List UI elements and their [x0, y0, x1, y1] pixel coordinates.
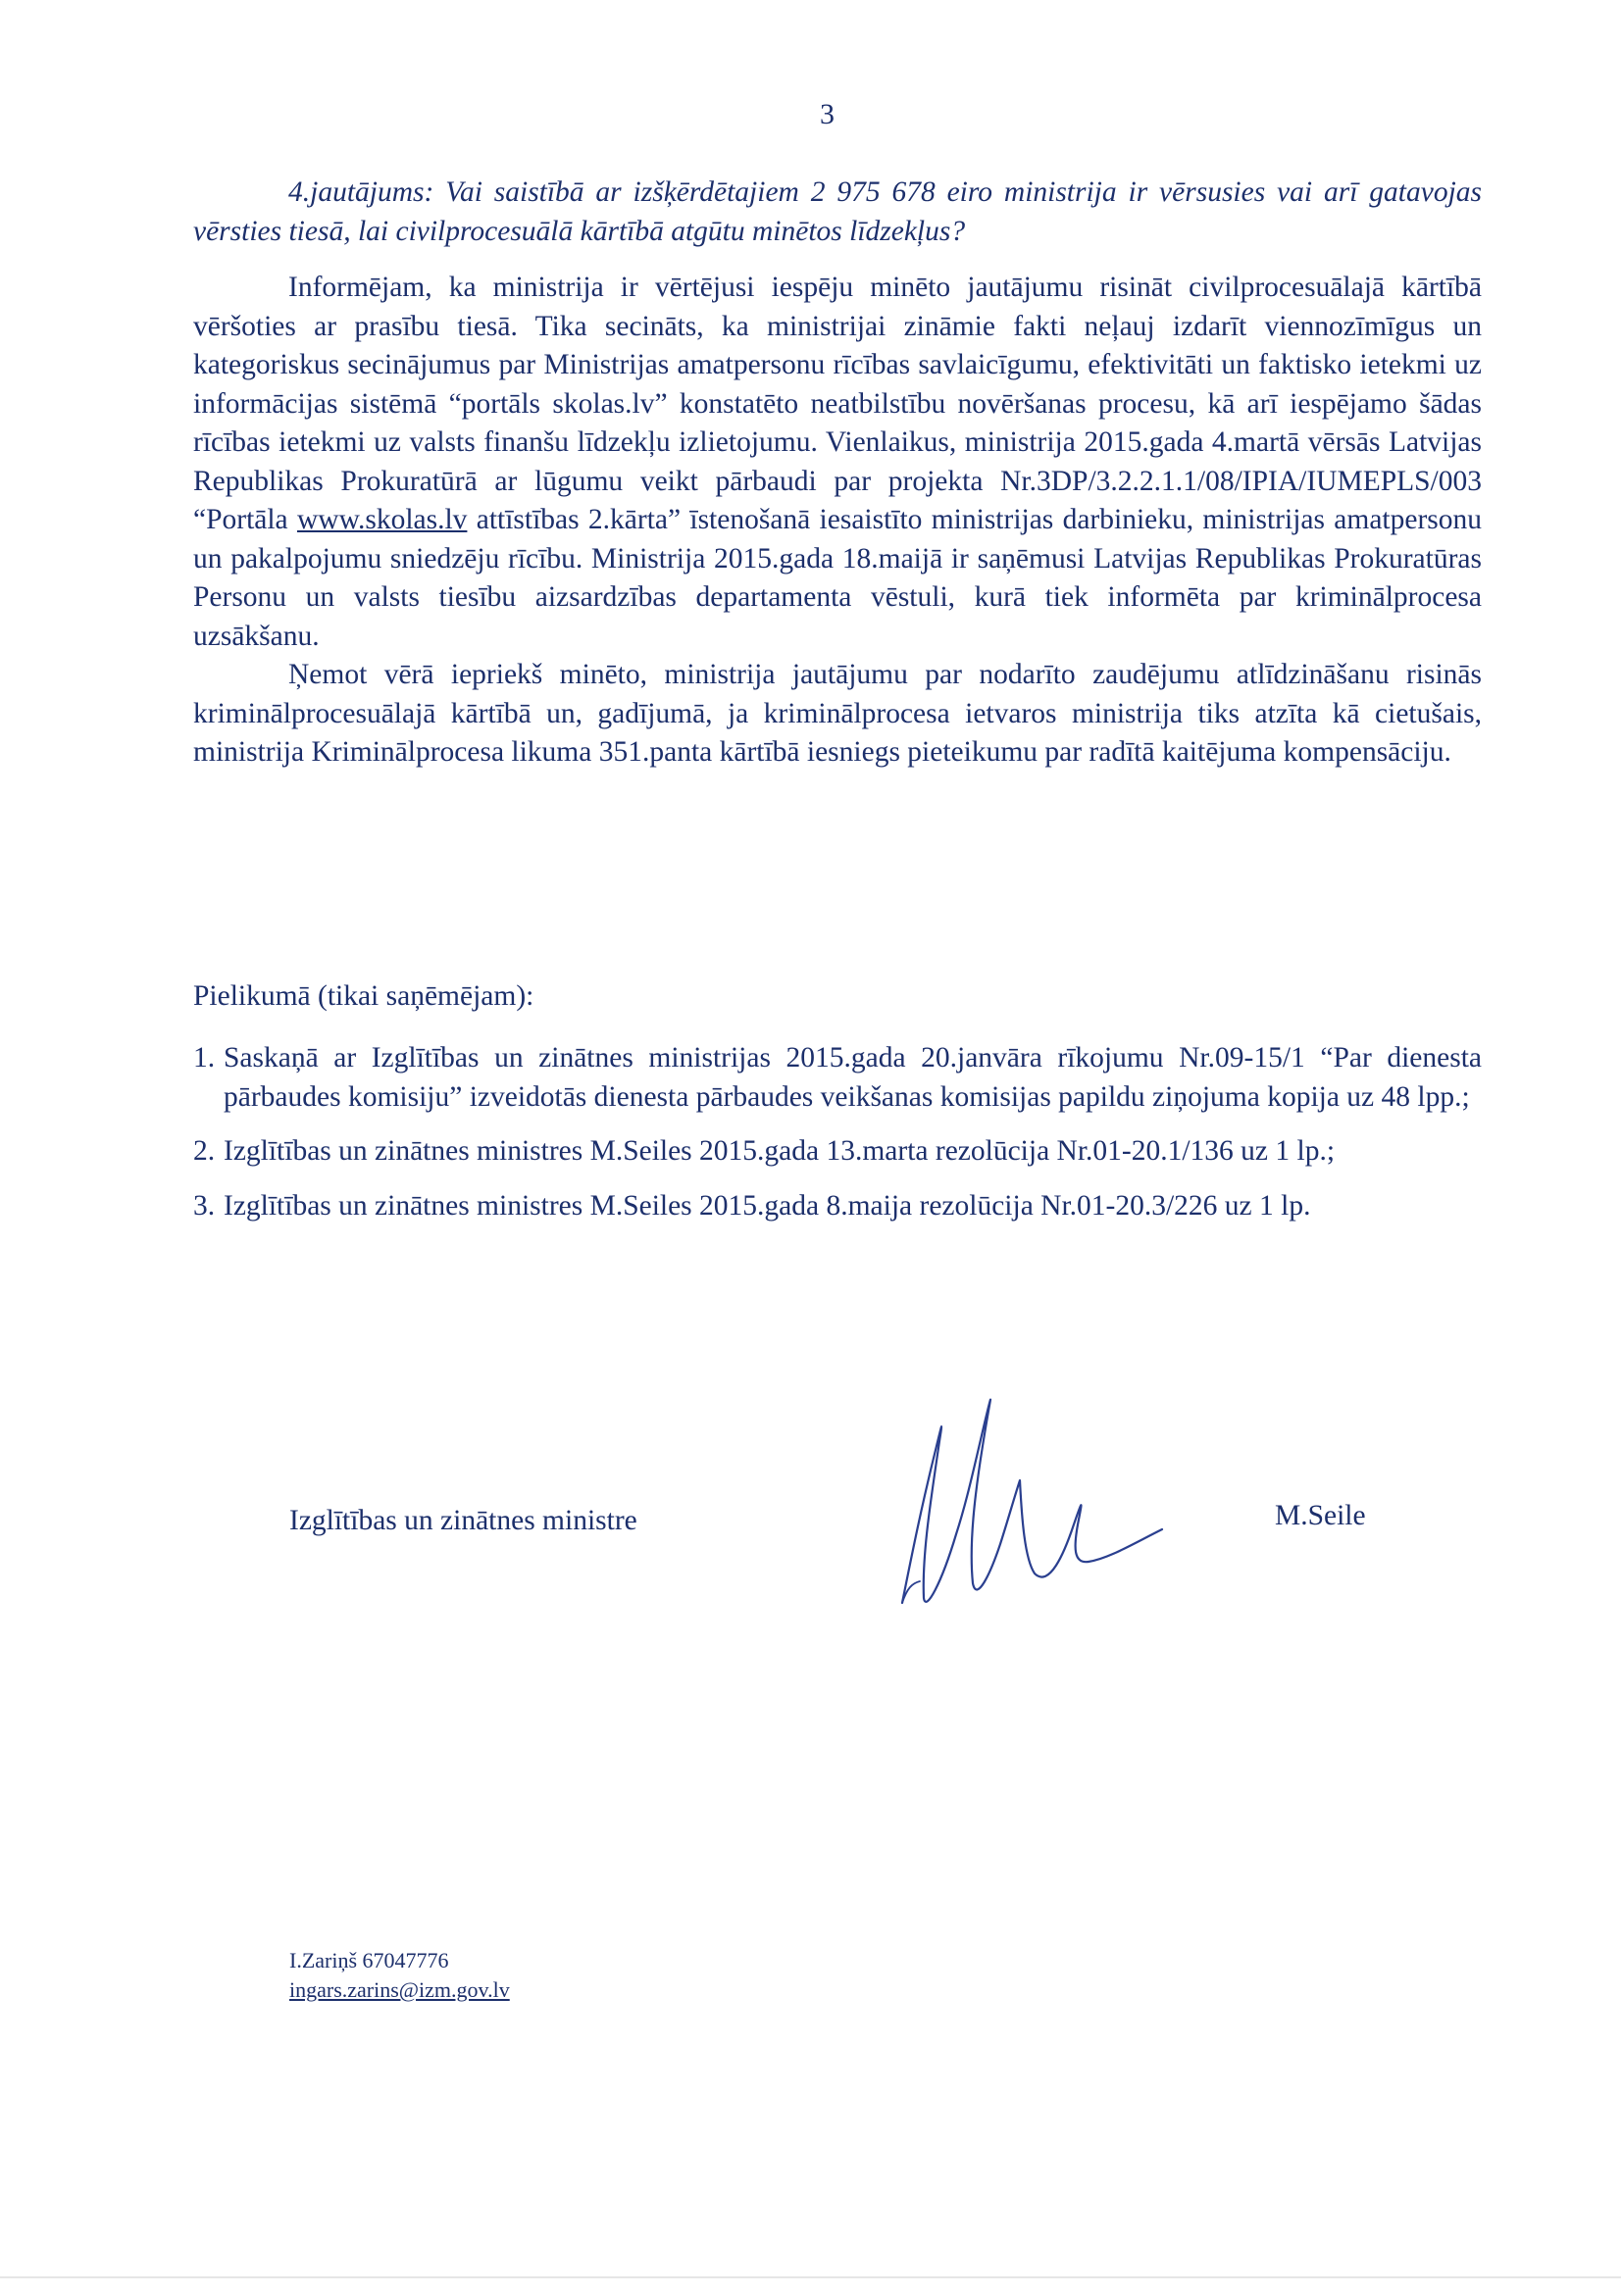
page-number: 3 [820, 98, 835, 130]
attachment-text: Izglītības un zinātnes ministres M.Seiles 2015.gada 8.maija rezolūcija Nr.01-20.3/226 uz 1 lp. [224, 1189, 1311, 1222]
contact-block [289, 1946, 510, 2005]
question-paragraph: 4.jautājums: Vai saistībā ar izšķērdētajiem 2 975 678 eiro ministrija ir vērsusies vai arī gatavojas vērsties tiesā, lai civilprocesuālā kārtībā atgūtu minētos līdzekļus? [193, 176, 1482, 247]
attachment-item [193, 1187, 1482, 1226]
attachment-text: Saskaņā ar Izglītības un zinātnes ministrijas 2015.gada 20.janvāra rīkojumu Nr.09-15/1 “Par dienesta pārbaudes komisiju” izveidotās dienesta pārbaudes veikšanas komisijas papildu ziņojuma kopija uz 48 lpp.; [224, 1042, 1482, 1113]
answer-paragraph-1-part-2: attīstības 2.kārta” īstenošanā iesaistīto ministrijas darbinieku, ministrijas amatpersonu un pakalpojumu sniedzēju rīcību. Ministrija 2015.gada 18.maijā ir saņēmusi Latvijas Republikas Prokuratūras Personu un valsts tiesību aizsardzības departamenta vēstuli, kurā tiek informēta par kriminālprocesa uzsākšanu. [193, 504, 1483, 652]
signer-name: M.Seile [1275, 1500, 1366, 1531]
skolas-link[interactable]: www.skolas.lv [296, 504, 468, 535]
contact-email[interactable]: ingars.zarins@izm.gov.lv [289, 1977, 510, 2002]
answer-body [193, 269, 1482, 773]
attachment-number: 3. [193, 1189, 216, 1222]
attachment-text: Izglītības un zinātnes ministres M.Seiles 2015.gada 13.marta rezolūcija Nr.01-20.1/136 uz 1 lp.; [224, 1135, 1336, 1167]
attachment-item [193, 1132, 1482, 1172]
answer-paragraph-2: Ņemot vērā iepriekš minēto, ministrija jautājumu par nodarīto zaudējumu atlīdzināšanu risinās kriminālprocesuālajā kārtībā un, gadījumā, ja kriminālprocesa ietvaros ministrija tiks atzīta kā cietušais, ministrija Kriminālprocesa likuma 351.panta kārtībā iesniegs pieteikumu par radītā kaitējuma kompensāciju. [193, 659, 1482, 768]
signer-title: Izglītības un zinātnes ministre [289, 1505, 637, 1536]
attachments-list [193, 1039, 1482, 1241]
contact-person: I.Zariņš 67047776 [289, 1948, 449, 1972]
answer-paragraph-1 [193, 269, 1482, 656]
attachments-title: Pielikumā (tikai saņēmējam): [193, 980, 534, 1012]
answer-paragraph-1-part-1: Informējam, ka ministrija ir vērtējusi iespēju minēto jautājumu risināt civilprocesuālajā kārtībā vēršoties ar prasību tiesā. Tika secināts, ka ministrijai zināmie fakti neļauj izdarīt viennozīmīgus un kategoriskus secinājumus par Ministrijas amatpersonu rīcības savlaicīgumu, efektivitāti un faktisko ietekmi uz informācijas sistēmā “portāls skolas.lv” konstatēto neatbilstību novēršanas procesu, kā arī iespējamo šādas rīcības ietekmi uz valsts finanšu līdzekļu izlietojumu. Vienlaikus, ministrija 2015.gada 4.martā vērsās Latvijas Republikas Prokuratūrā ar lūgumu veikt pārbaudi par projekta Nr.3DP/3.2.2.1.1/08/IPIA/IUMEPLS/003 “Portāla [193, 272, 1482, 535]
attachment-number: 1. [193, 1042, 216, 1073]
attachment-item [193, 1039, 1482, 1117]
handwritten-signature [863, 1387, 1177, 1622]
page-bottom-edge [0, 2276, 1621, 2278]
attachment-number: 2. [193, 1135, 216, 1167]
